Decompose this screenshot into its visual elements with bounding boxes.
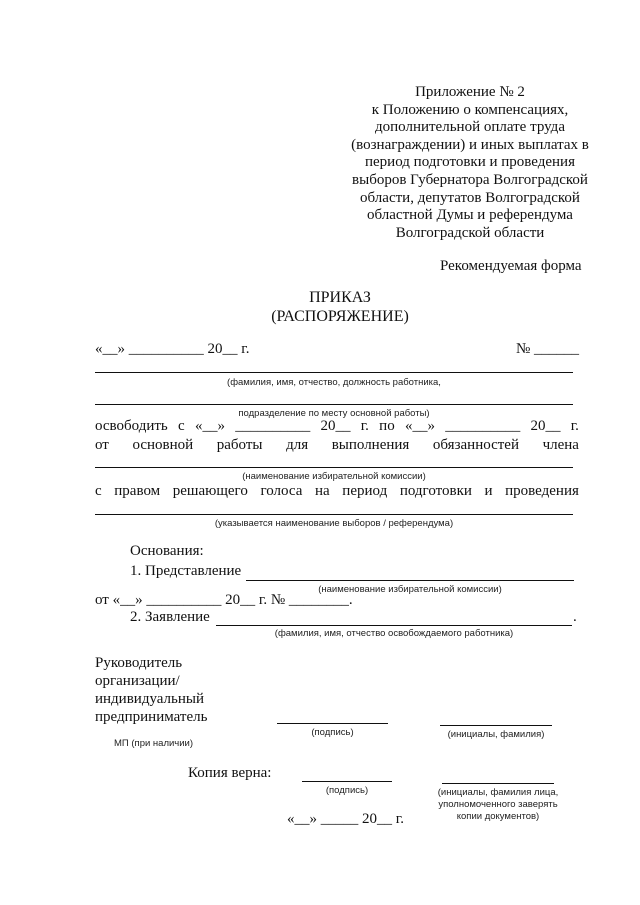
head-title-line: организации/ (95, 673, 180, 689)
appendix-block (330, 84, 610, 242)
release-word: __________ (445, 418, 521, 434)
grounds-heading: Основания: (130, 543, 204, 559)
authorized-caption-line: копии документов) (456, 811, 540, 822)
from-word: от (95, 437, 109, 453)
release-word: «__» (194, 418, 225, 434)
release-word: __________ (235, 418, 311, 434)
representation-field-line (246, 580, 574, 581)
from-word: основной (132, 437, 194, 453)
head-initials-line (440, 725, 552, 726)
copy-signature-line (302, 781, 392, 782)
grounds-item-2: 2. Заявление (130, 609, 210, 625)
release-word: с (178, 418, 185, 434)
from-word: работы (216, 437, 263, 453)
release-word: г. (360, 418, 369, 434)
head-title-line: индивидуальный (95, 691, 205, 707)
document-title: ПРИКАЗ (309, 289, 371, 306)
appendix-line: (вознаграждении) и иных выплатах в (351, 136, 589, 153)
vote-word: подготовки (399, 483, 472, 499)
from-line (95, 437, 579, 454)
vote-word: решающего (172, 483, 248, 499)
from-word: для (286, 437, 309, 453)
released-fio-caption: (фамилия, имя, отчество освобождаемого работника) (274, 628, 514, 639)
release-word: освободить (95, 418, 168, 434)
appendix-line: области, депутатов Волгоградской (360, 189, 580, 206)
from-word: выполнения (331, 437, 410, 453)
fio-field-line (95, 372, 573, 373)
commission-caption-2: (наименование избирательной комиссии) (318, 584, 502, 595)
order-date: «__» __________ 20__ г. (95, 341, 250, 357)
release-word: 20__ (530, 418, 561, 434)
department-field-line (95, 404, 573, 405)
head-signature-line (277, 723, 388, 724)
head-title-line: предприниматель (95, 709, 208, 725)
document-subtitle: (РАСПОРЯЖЕНИЕ) (271, 308, 409, 325)
vote-word: период (342, 483, 388, 499)
copy-date: «__» _____ 20__ г. (287, 811, 404, 827)
department-caption: подразделение по месту основной работы) (238, 408, 430, 419)
vote-word: голоса (260, 483, 303, 499)
fio-caption: (фамилия, имя, отчество, должность работника, (227, 377, 441, 388)
initials-caption: (инициалы, фамилия) (447, 729, 545, 740)
application-field-line (216, 625, 572, 626)
signature-caption: (подпись) (311, 727, 354, 738)
head-title-line: Руководитель (95, 655, 183, 671)
order-number: № ______ (516, 341, 580, 357)
stamp-caption: МП (при наличии) (114, 738, 194, 749)
release-word: 20__ (320, 418, 351, 434)
vote-word: проведения (505, 483, 579, 499)
appendix-line: выборов Губернатора Волгоградской (352, 171, 588, 188)
release-word: г. (570, 418, 579, 434)
vote-word: правом (114, 483, 161, 499)
representation-date: от «__» __________ 20__ г. № ________. (95, 592, 353, 608)
from-word: обязанностей (432, 437, 519, 453)
recommended-form-label: Рекомендуемая форма (440, 258, 582, 274)
release-word: «__» (404, 418, 435, 434)
authorized-caption-line: уполномоченного заверять (438, 799, 558, 810)
appendix-line: Приложение № 2 (415, 84, 525, 100)
copy-signature-caption: (подпись) (325, 785, 369, 796)
authorized-caption-line: (инициалы, фамилия лица, (437, 787, 559, 798)
vote-word: на (315, 483, 330, 499)
from-word: члена (542, 437, 579, 453)
elections-caption: (указывается наименование выборов / референдума) (214, 518, 454, 529)
appendix-line: период подготовки и проведения (365, 154, 575, 171)
copy-true-label: Копия верна: (188, 765, 272, 781)
appendix-line: областной Думы и референдума (367, 207, 573, 224)
copy-initials-line (442, 783, 554, 784)
appendix-line: к Положению о компенсациях, (371, 101, 569, 118)
appendix-line: дополнительной оплате труда (375, 119, 565, 136)
appendix-line: Волгоградской области (395, 224, 545, 241)
vote-word: и (484, 483, 493, 499)
grounds-item-1: 1. Представление (130, 563, 242, 579)
commission-caption: (наименование избирательной комиссии) (242, 471, 426, 482)
release-word: по (379, 418, 395, 434)
vote-word: с (95, 483, 102, 499)
release-line (95, 418, 579, 435)
application-period: . (573, 609, 577, 625)
elections-field-line (95, 514, 573, 515)
commission-field-line (95, 467, 573, 468)
vote-line (95, 483, 579, 500)
